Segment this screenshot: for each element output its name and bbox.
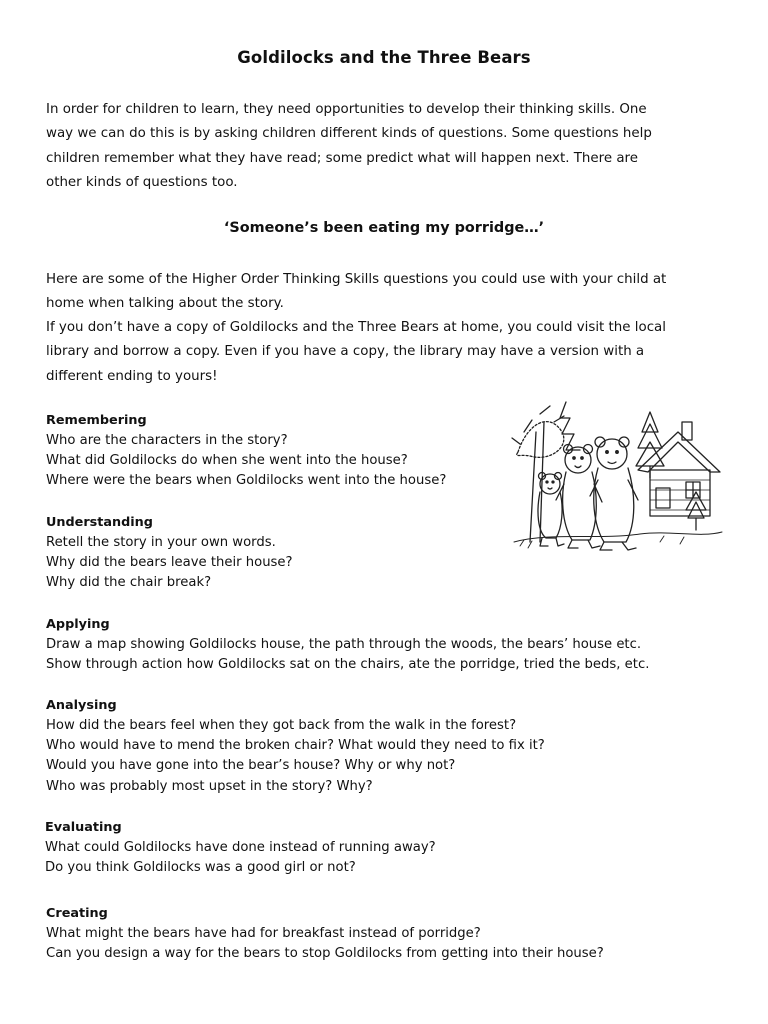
library-paragraph bbox=[46, 316, 736, 389]
section-heading: Analysing bbox=[46, 698, 117, 713]
question-item: Would you have gone into the bear’s house? Why or why not? bbox=[46, 758, 456, 774]
question-item: Why did the bears leave their house? bbox=[46, 555, 293, 571]
section-heading: Evaluating bbox=[45, 820, 122, 835]
section-analysing bbox=[46, 696, 746, 797]
section-remembering bbox=[46, 411, 746, 492]
section-understanding bbox=[46, 513, 746, 594]
question-item: Do you think Goldilocks was a good girl or not? bbox=[45, 860, 356, 876]
question-item: Draw a map showing Goldilocks house, the path through the woods, the bears’ house etc. bbox=[46, 637, 642, 652]
hots-paragraph bbox=[46, 268, 736, 317]
paragraph-line: home when talking about the story. bbox=[46, 296, 284, 312]
section-applying bbox=[46, 615, 746, 675]
question-item: What could Goldilocks have done instead of running away? bbox=[45, 840, 436, 855]
question-item: What did Goldilocks do when she went into the house? bbox=[46, 453, 408, 469]
section-heading: Understanding bbox=[46, 515, 153, 530]
question-item: Who would have to mend the broken chair? What would they need to fix it? bbox=[46, 738, 545, 754]
paragraph-line: library and borrow a copy. Even if you have a copy, the library may have a version with a bbox=[46, 344, 645, 360]
section-heading: Creating bbox=[46, 906, 108, 921]
paragraph-line: Here are some of the Higher Order Thinking Skills questions you could use with your child at bbox=[46, 272, 667, 287]
question-item: What might the bears have had for breakfast instead of porridge? bbox=[46, 926, 481, 941]
question-list bbox=[45, 838, 745, 878]
question-list bbox=[46, 533, 746, 594]
quote-subtitle: ‘Someone’s been eating my porridge…’ bbox=[223, 220, 545, 236]
question-item: Who are the characters in the story? bbox=[46, 433, 288, 448]
question-list bbox=[46, 431, 746, 492]
section-evaluating bbox=[45, 818, 745, 878]
paragraph-line: If you don’t have a copy of Goldilocks and the Three Bears at home, you could visit the local bbox=[46, 320, 666, 335]
intro-paragraph bbox=[46, 98, 736, 195]
question-item: How did the bears feel when they got back from the walk in the forest? bbox=[46, 718, 517, 733]
question-item: Show through action how Goldilocks sat on the chairs, ate the porridge, tried the beds, etc. bbox=[46, 657, 650, 673]
question-item: Who was probably most upset in the story? Why? bbox=[46, 778, 373, 794]
question-item: Where were the bears when Goldilocks went into the house? bbox=[46, 473, 447, 489]
section-heading: Applying bbox=[46, 617, 110, 632]
section-heading: Remembering bbox=[46, 413, 147, 428]
page-title: Goldilocks and the Three Bears bbox=[237, 48, 531, 67]
intro-line: In order for children to learn, they need opportunities to develop their thinking skills. One bbox=[46, 102, 647, 117]
question-item: Why did the chair break? bbox=[46, 575, 212, 591]
question-item: Retell the story in your own words. bbox=[46, 535, 276, 550]
question-list bbox=[46, 635, 746, 675]
paragraph-line: different ending to yours! bbox=[46, 368, 218, 384]
intro-line: children remember what they have read; some predict what will happen next. There are bbox=[46, 150, 638, 166]
intro-line: other kinds of questions too. bbox=[46, 174, 238, 190]
section-creating bbox=[46, 904, 746, 964]
question-list bbox=[46, 924, 746, 964]
intro-line: way we can do this is by asking children different kinds of questions. Some questions help bbox=[46, 126, 652, 142]
question-item: Can you design a way for the bears to stop Goldilocks from getting into their house? bbox=[46, 946, 604, 962]
question-list bbox=[46, 716, 746, 797]
